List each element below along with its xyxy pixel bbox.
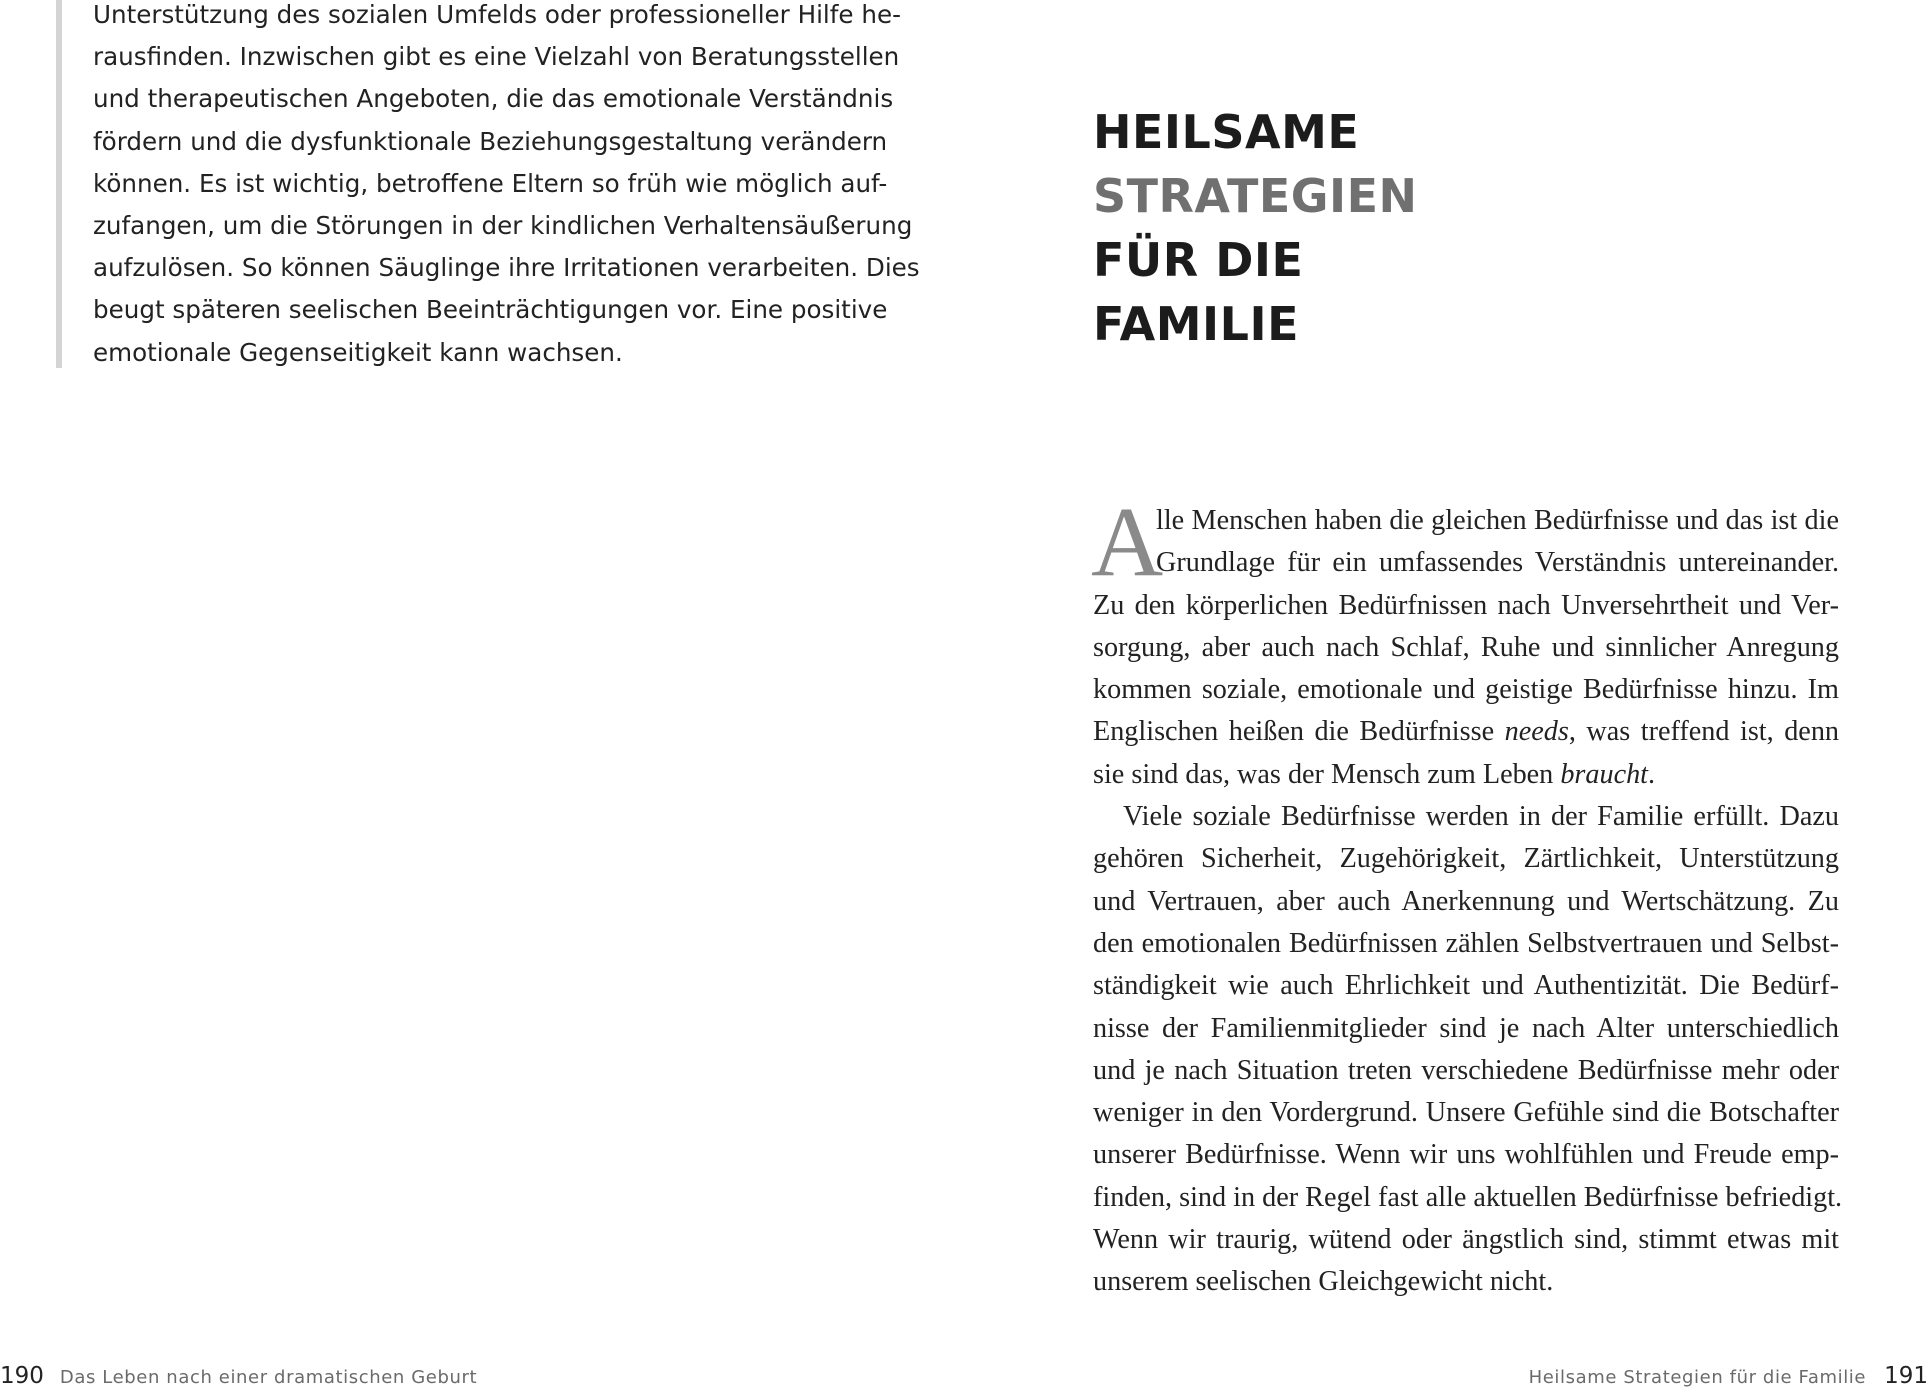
paragraph-1 [1091, 486, 1840, 796]
info-line: zufangen, um die Störungen in der kindlichen Verhaltensäußerung [93, 211, 913, 241]
body-text-segment: sie sind das, was der Mensch zum Leben [1093, 758, 1561, 790]
body-text [1091, 486, 1843, 1304]
info-line: aufzulösen. So können Säuglinge ihre Irritationen verarbeiten. Dies [93, 253, 920, 283]
body-line: und je nach Situation treten verschiedene Bedürfnisse mehr oder [1093, 1054, 1839, 1086]
heading-line-1: HEILSAME [1093, 105, 1360, 159]
info-line: fördern und die dysfunktionale Beziehungsgestaltung verändern [93, 126, 888, 156]
running-title-right: Heilsame Strategien für die Familie [1528, 1367, 1867, 1388]
body-text-segment: Englischen heißen die Bedürfnisse [1093, 716, 1505, 748]
drop-cap: A [1091, 486, 1164, 597]
page-number-left: 190 [0, 1363, 44, 1389]
body-line: Grundlage für ein umfassendes Verständnis untereinander. [1156, 547, 1839, 579]
info-box-bar [56, 0, 62, 368]
info-line: emotionale Gegenseitigkeit kann wachsen. [93, 337, 623, 367]
body-line: nisse der Familienmitglieder sind je nach Alter unterschiedlich [1093, 1012, 1839, 1044]
body-line [1093, 754, 1839, 796]
body-line: lle Menschen haben die gleichen Bedürfnisse und das ist die [1156, 505, 1839, 536]
info-line: Unterstützung des sozialen Umfelds oder professioneller Hilfe he- [93, 0, 901, 29]
body-line: unserem seelischen Gleichgewicht nicht. [1093, 1266, 1554, 1298]
emphasis-braucht: braucht [1560, 758, 1649, 790]
info-line: können. Es ist wichtig, betroffene Eltern so früh wie möglich auf- [93, 168, 888, 198]
paragraph-2 [1093, 796, 1843, 1304]
right-page [964, 0, 1928, 1392]
body-line: und Vertrauen, aber auch Anerkennung und Wertschätzung. Zu [1093, 885, 1839, 917]
page-number-right: 191 [1884, 1363, 1928, 1389]
left-page-footer [0, 1364, 477, 1390]
body-line: ständigkeit wie auch Ehrlichkeit und Authentizität. Die Bedürf- [1093, 970, 1839, 1002]
body-line: den emotionalen Bedürfnissen zählen Selbstvertrauen und Selbst- [1093, 927, 1839, 959]
body-line: gehören Sicherheit, Zugehörigkeit, Zärtlichkeit, Unterstützung [1093, 843, 1839, 875]
emphasis-needs: needs [1504, 716, 1569, 748]
body-line: Viele soziale Bedürfnisse werden in der Familie erfüllt. Dazu [1123, 801, 1839, 833]
body-line: finden, sind in der Regel fast alle aktuellen Bedürfnisse befriedigt. [1093, 1181, 1843, 1213]
heading-line-4: FAMILIE [1093, 297, 1299, 351]
body-line: weniger in den Vordergrund. Unsere Gefühle sind die Botschafter [1093, 1097, 1839, 1129]
body-text-segment: , was treffend ist, denn [1568, 716, 1840, 748]
body-line [1093, 711, 1839, 753]
info-line: rausfinden. Inzwischen gibt es eine Vielzahl von Beratungsstellen [93, 42, 900, 72]
heading-line-3: FÜR DIE [1093, 233, 1304, 287]
body-line: sorgung, aber auch nach Schlaf, Ruhe und sinnlicher Anregung [1093, 631, 1839, 663]
info-line: beugt späteren seelischen Beeinträchtigungen vor. Eine positive [93, 295, 888, 325]
running-title-left: Das Leben nach einer dramatischen Geburt [59, 1367, 478, 1388]
body-line: Wenn wir traurig, wütend oder ängstlich sind, stimmt etwas mit [1093, 1224, 1839, 1256]
info-box-text [93, 0, 920, 374]
body-line: Zu den körperlichen Bedürfnissen nach Unversehrtheit und Ver- [1093, 589, 1839, 621]
body-text-segment: . [1648, 758, 1656, 790]
heading-line-2: STRATEGIEN [1093, 169, 1418, 223]
chapter-heading [1093, 100, 1418, 356]
info-line: und therapeutischen Angeboten, die das emotionale Verständnis [93, 84, 894, 114]
right-page-footer [1529, 1364, 1928, 1390]
body-line: kommen soziale, emotionale und geistige Bedürfnisse hinzu. Im [1093, 674, 1839, 706]
body-line: unserer Bedürfnisse. Wenn wir uns wohlfühlen und Freude emp- [1093, 1139, 1839, 1171]
